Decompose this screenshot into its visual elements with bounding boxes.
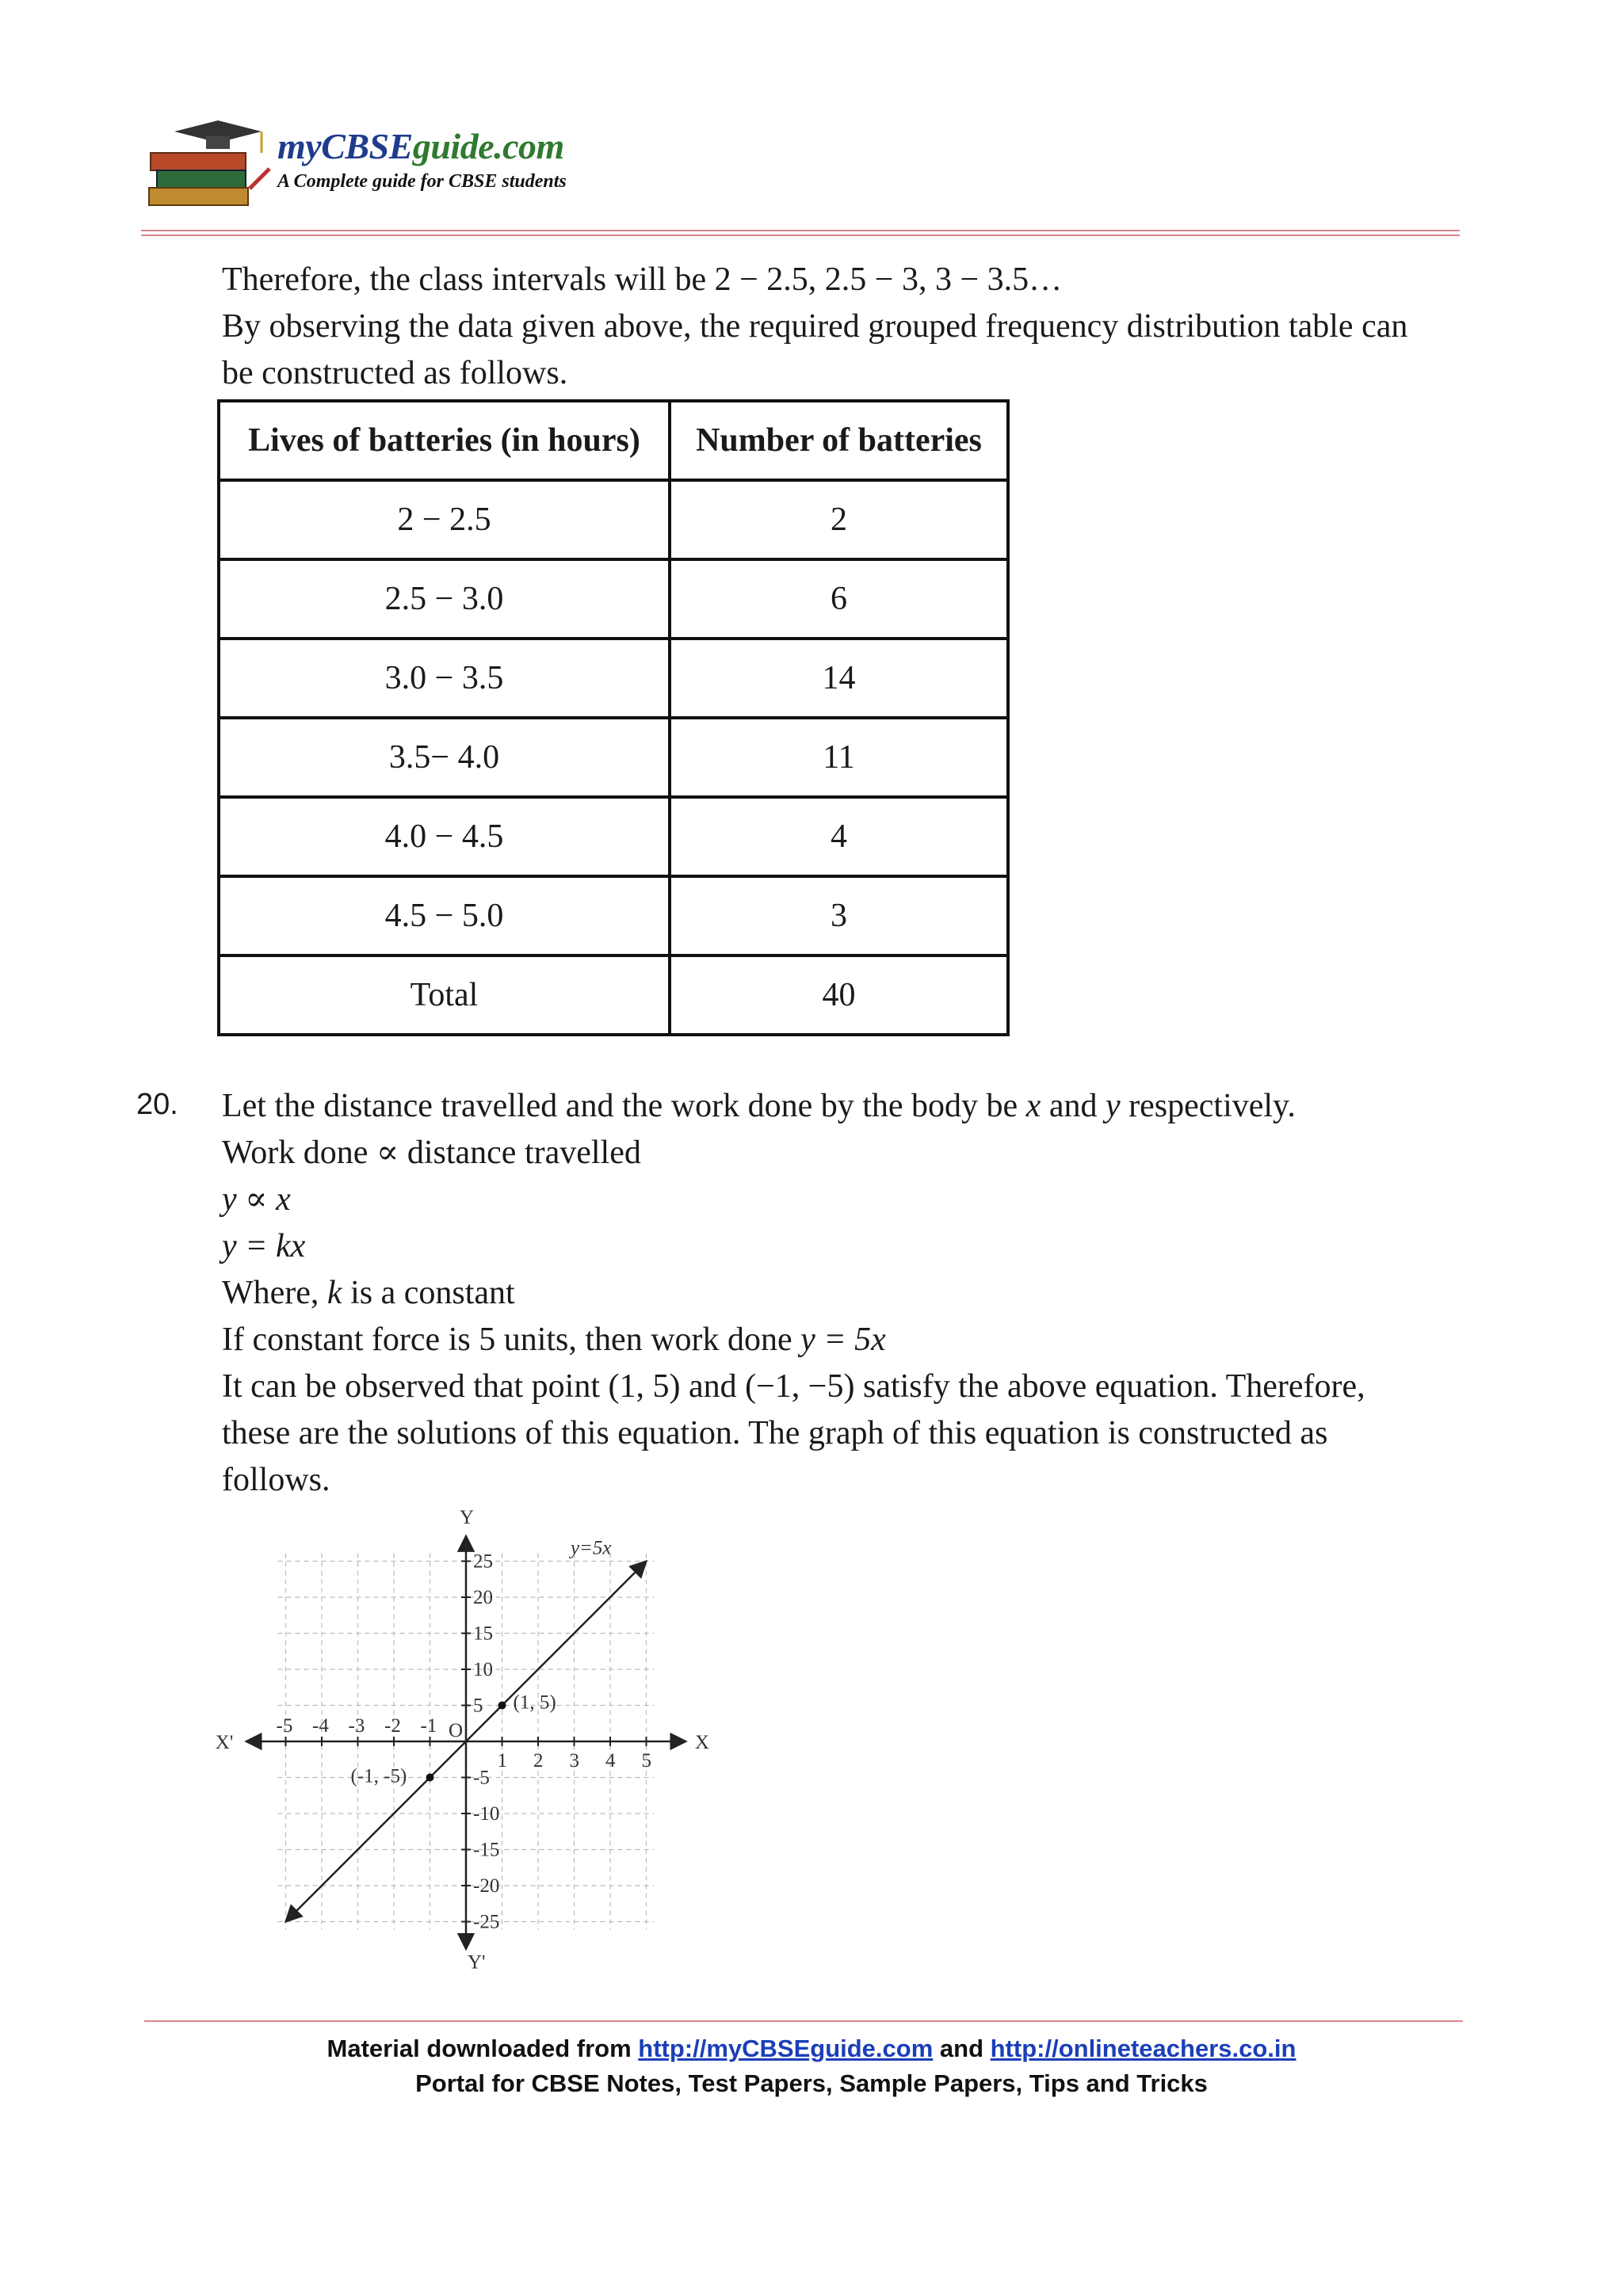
data-point — [426, 1774, 434, 1782]
x-axis-label: X — [694, 1732, 709, 1753]
count-cell: 6 — [670, 559, 1008, 639]
header-divider-secondary — [141, 235, 1460, 236]
origin-label: O — [449, 1720, 464, 1741]
x-tick-label: 2 — [533, 1750, 544, 1772]
y-tick-label: -15 — [473, 1839, 500, 1861]
y-tick-label: -20 — [473, 1875, 500, 1897]
table-row — [219, 639, 1008, 718]
x-tick-label: 4 — [605, 1750, 616, 1772]
y-tick-label: 15 — [473, 1623, 493, 1645]
interval-cell: 3.5− 4.0 — [219, 718, 670, 797]
x-tick-label: 1 — [497, 1750, 507, 1772]
table-header-row — [219, 401, 1008, 480]
frequency-table — [217, 399, 1010, 1036]
total-count-cell: 40 — [670, 955, 1008, 1035]
q20-line-9: follows. — [222, 1462, 330, 1498]
table-total-row — [219, 955, 1008, 1035]
y-tick-label: 25 — [473, 1550, 493, 1573]
intro-line-2: By observing the data given above, the required grouped frequency distribution table can — [222, 308, 1408, 345]
x-axis-neg-label: X' — [215, 1732, 234, 1753]
q20-line-3: y ∝ x — [222, 1181, 291, 1218]
y-tick-label: -25 — [473, 1911, 500, 1933]
y-tick-label: 20 — [473, 1587, 493, 1608]
q20-line-4: y = kx — [222, 1228, 306, 1264]
count-cell: 14 — [670, 639, 1008, 718]
y-tick-label: -10 — [473, 1803, 500, 1825]
q20-line-7: It can be observed that point (1, 5) and (−1, −5) satisfy the above equation. Therefore, — [222, 1368, 1365, 1405]
equation-label: y=5x — [570, 1537, 612, 1559]
books-logo-icon — [143, 109, 273, 212]
total-label-cell: Total — [219, 955, 670, 1035]
q20-line-8: these are the solutions of this equation. The graph of this equation is constructed as — [222, 1415, 1328, 1451]
question-number: 20. — [136, 1088, 178, 1121]
linear-equation-graph — [214, 1509, 721, 2000]
q20-line-1: Let the distance travelled and the work done by the body be x and y respectively. — [222, 1088, 1296, 1124]
mycbseguide-link[interactable]: http://myCBSEguide.com — [638, 2035, 934, 2062]
y-tick-label: 5 — [473, 1695, 483, 1717]
header-divider — [141, 230, 1460, 231]
logo-title: myCBSEguide.com — [277, 126, 564, 166]
interval-cell: 3.0 − 3.5 — [219, 639, 670, 718]
table-row — [219, 559, 1008, 639]
q20-line-5: Where, k is a constant — [222, 1275, 515, 1311]
data-point-label: (1, 5) — [513, 1691, 556, 1714]
data-point-label: (-1, -5) — [350, 1765, 407, 1787]
data-point — [498, 1702, 506, 1710]
count-cell: 4 — [670, 797, 1008, 876]
interval-cell: 4.0 − 4.5 — [219, 797, 670, 876]
x-tick-label: -4 — [312, 1715, 329, 1737]
intro-line-1: Therefore, the class intervals will be 2 − 2.5, 2.5 − 3, 3 − 3.5… — [222, 261, 1063, 298]
question-20-text — [222, 1083, 1506, 1504]
q20-line-2: Work done ∝ distance travelled — [222, 1135, 641, 1171]
footer-divider — [144, 2020, 1463, 2022]
table-row — [219, 876, 1008, 955]
table-row — [219, 797, 1008, 876]
interval-cell: 4.5 − 5.0 — [219, 876, 670, 955]
x-tick-label: -5 — [276, 1715, 293, 1737]
q20-line-6: If constant force is 5 units, then work done y = 5x — [222, 1322, 886, 1358]
x-tick-label: 5 — [641, 1750, 651, 1772]
logo-tagline: A Complete guide for CBSE students — [277, 171, 567, 192]
footer-line-1: Material downloaded from http://myCBSEguide.com and http://onlineteachers.co.in — [327, 2035, 1296, 2062]
interval-cell: 2 − 2.5 — [219, 480, 670, 559]
footer-line-2: Portal for CBSE Notes, Test Papers, Sample Papers, Tips and Tricks — [415, 2069, 1208, 2097]
column-header-lives: Lives of batteries (in hours) — [219, 401, 670, 480]
intro-line-3: be constructed as follows. — [222, 355, 568, 391]
y-tick-label: -5 — [473, 1767, 490, 1789]
y-axis-label: Y — [460, 1509, 475, 1529]
y-axis-neg-label: Y' — [468, 1951, 486, 1974]
y-tick-label: 10 — [473, 1659, 493, 1680]
site-logo — [143, 109, 618, 212]
x-tick-label: -3 — [348, 1715, 365, 1737]
onlineteachers-link[interactable]: http://onlineteachers.co.in — [990, 2035, 1296, 2062]
x-tick-label: -1 — [420, 1715, 437, 1737]
x-tick-label: 3 — [569, 1750, 579, 1772]
count-cell: 11 — [670, 718, 1008, 797]
table-row — [219, 718, 1008, 797]
table-row — [219, 480, 1008, 559]
interval-cell: 2.5 − 3.0 — [219, 559, 670, 639]
count-cell: 2 — [670, 480, 1008, 559]
intro-text — [222, 257, 1506, 397]
count-cell: 3 — [670, 876, 1008, 955]
x-tick-label: -2 — [384, 1715, 401, 1737]
column-header-count: Number of batteries — [670, 401, 1008, 480]
